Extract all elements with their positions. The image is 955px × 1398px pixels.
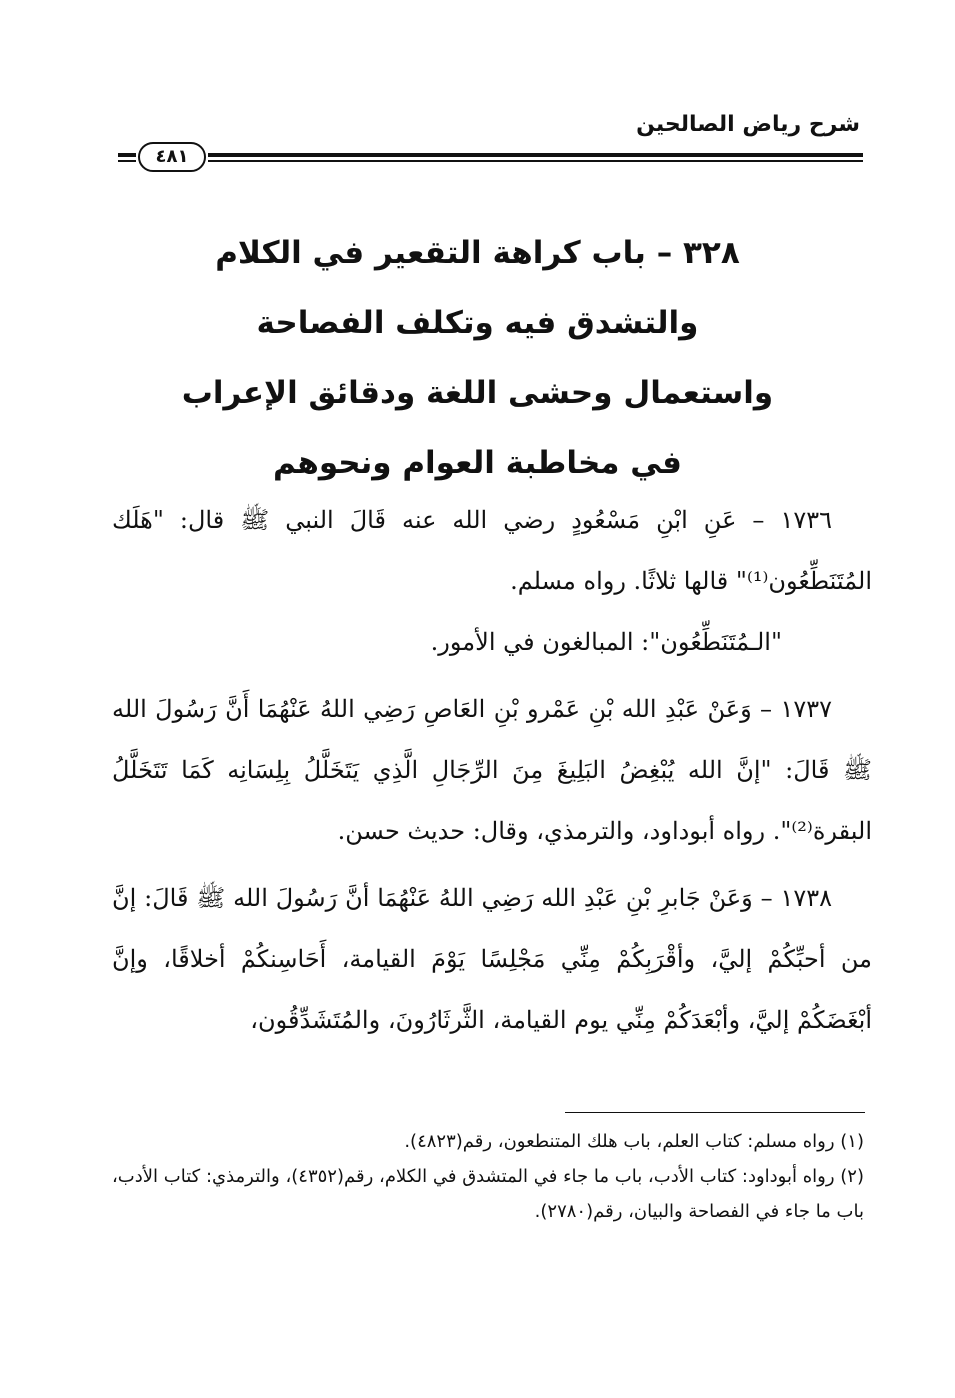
footnotes bbox=[112, 1124, 864, 1229]
chapter-title-line-4: في مخاطبة العوام ونحوهم bbox=[273, 445, 682, 481]
hadith-1738: ١٧٣٨ – وَعَنْ جَابرِ بْنِ عَبْدِ الله رَضِي اللهُ عَنْهُمَا أنَّ رَسُولَ الله ﷺ قَالَ: إنَّ من أحبِّكُمْ إليَّ، وأقْرَبِكُمْ مِنِّي مَجْلِسًا يَوْمَ القيامة، أَحَاسِنكُمْ أخلاقًا، وإنَّ أبْغَضَكُمْ إليَّ، وأبْعَدَكُمْ مِنِّي يوم القيامة، الثَّرثَارُونَ، والمُتَشَدِّقُون، bbox=[112, 884, 872, 1034]
hadith-1737: ١٧٣٧ – وَعَنْ عَبْدِ الله بْنِ عَمْرو بْنِ العَاصِ رَضِي اللهُ عَنْهُمَا أَنَّ رَسُولَ الله ﷺ قَالَ: "إنَّ الله يُبْغِضُ البَلِيغَ مِنَ الرِّجَالِ الَّذِي يَتَخَلَّلُ بِلِسَانِه كَمَا تَتَخَلَّلُ البقرة⁽²⁾". رواه أبوداود، والترمذي، وقال: حديث حسن. bbox=[112, 695, 872, 845]
gloss-1736: "الـمُتَنَطِّعُون": المبالغون في الأمور. bbox=[430, 628, 782, 656]
chapter-title bbox=[120, 218, 835, 498]
header-rule-stub bbox=[118, 153, 136, 162]
chapter-title-line-2: والتشدق فيه وتكلف الفصاحة bbox=[256, 305, 699, 341]
hadith-1736: ١٧٣٦ – عَنِ ابْنِ مَسْعُودٍ رضي الله عنه قَالَ النبي ﷺ قال: "هَلَك المُتَنَطِّعُون⁽¹⁾" قالها ثلاثًا. رواه مسلم. bbox=[112, 506, 872, 595]
running-head-title: شرح رياض الصالحين bbox=[636, 112, 860, 137]
header-double-rule bbox=[208, 153, 863, 162]
chapter-title-line-1: ٣٢٨ – باب كراهة التقعير في الكلام bbox=[215, 235, 740, 271]
page-number-badge: ٤٨١ bbox=[138, 142, 206, 172]
chapter-title-line-3: واستعمال وحشى اللغة ودقائق الإعراب bbox=[181, 375, 774, 411]
footnote-separator bbox=[565, 1112, 865, 1113]
footnote-1: (١) رواه مسلم: كتاب العلم، باب هلك المتنطعون، رقم(٤٨٢٣). bbox=[404, 1131, 864, 1152]
footnote-2: (٢) رواه أبوداود: كتاب الأدب، باب ما جاء في المتشدق في الكلام، رقم(٤٣٥٢)، والترمذي: كتاب الأدب، باب ما جاء في الفصاحة والبيان، رقم(٢٧٨٠). bbox=[112, 1166, 864, 1222]
main-text bbox=[112, 490, 872, 1051]
header-rule bbox=[118, 142, 863, 172]
